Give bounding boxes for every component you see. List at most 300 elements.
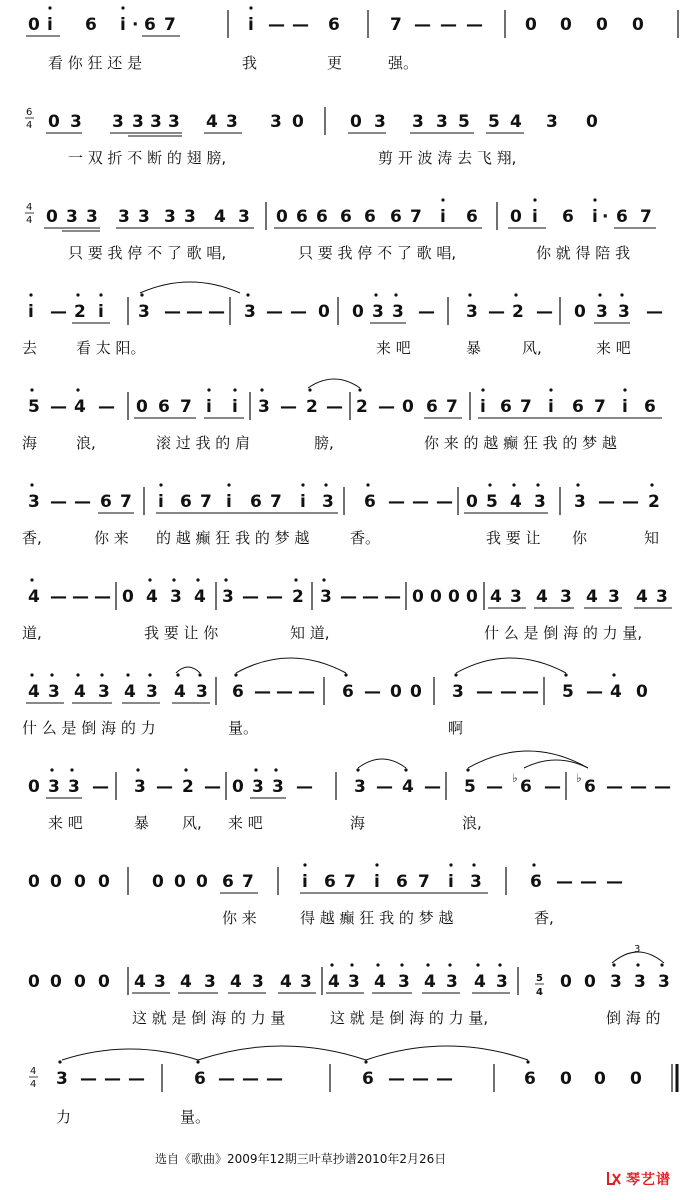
svg-text:i: i	[232, 397, 238, 417]
svg-text:—: —	[276, 682, 293, 702]
svg-text:4: 4	[28, 682, 40, 702]
lyric: 你	[572, 529, 588, 547]
svg-text:0: 0	[136, 397, 148, 417]
lyric: 来 吧	[228, 814, 263, 832]
svg-text:0: 0	[525, 15, 537, 35]
svg-text:6: 6	[396, 872, 408, 892]
svg-text:7: 7	[446, 397, 458, 417]
svg-text:♭: ♭	[576, 771, 582, 785]
svg-text:4: 4	[194, 587, 206, 607]
svg-text:·: ·	[132, 15, 139, 35]
svg-text:6: 6	[644, 397, 656, 417]
svg-text:3: 3	[226, 112, 238, 132]
svg-text:0: 0	[28, 777, 40, 797]
svg-text:7: 7	[594, 397, 606, 417]
svg-text:3: 3	[132, 112, 144, 132]
svg-text:3: 3	[348, 972, 360, 992]
svg-text:—: —	[544, 777, 561, 797]
svg-text:7: 7	[200, 492, 212, 512]
svg-text:4: 4	[402, 777, 414, 797]
svg-text:3: 3	[252, 972, 264, 992]
svg-text:3: 3	[70, 112, 82, 132]
svg-text:3: 3	[354, 777, 366, 797]
svg-text:2: 2	[356, 397, 368, 417]
svg-text:0: 0	[122, 587, 134, 607]
score-system-6	[0, 475, 700, 575]
svg-text:0: 0	[74, 972, 86, 992]
lyric: 香。	[350, 529, 381, 547]
svg-text:0: 0	[48, 112, 60, 132]
svg-text:5: 5	[486, 492, 498, 512]
svg-text:i: i	[374, 872, 380, 892]
svg-text:0: 0	[466, 492, 478, 512]
svg-text:—: —	[440, 15, 457, 35]
lyric: 浪,	[462, 814, 482, 832]
lyric: 香,	[22, 529, 42, 547]
score-system-11	[0, 944, 700, 1055]
score-system-3	[0, 190, 700, 290]
score-system-4	[0, 285, 700, 385]
lyric: 我	[242, 54, 258, 72]
lyric: 风,	[522, 339, 542, 357]
lyric: 看 太 阳。	[76, 339, 146, 357]
svg-text:3: 3	[252, 777, 264, 797]
svg-text:i: i	[592, 207, 598, 227]
svg-text:—: —	[598, 492, 615, 512]
svg-text:0: 0	[152, 872, 164, 892]
svg-text:i: i	[158, 492, 164, 512]
svg-text:0: 0	[74, 872, 86, 892]
score-system-10	[0, 855, 700, 955]
svg-text:6: 6	[584, 777, 596, 797]
svg-text:0: 0	[594, 1069, 606, 1089]
svg-text:4: 4	[174, 682, 186, 702]
svg-text:4: 4	[74, 682, 86, 702]
svg-text:6: 6	[250, 492, 262, 512]
lyric: 去	[22, 339, 38, 357]
svg-text:4: 4	[206, 112, 218, 132]
svg-text:3: 3	[56, 1069, 68, 1089]
svg-text:3: 3	[164, 207, 176, 227]
svg-text:6: 6	[222, 872, 234, 892]
svg-text:i: i	[448, 872, 454, 892]
lyric: 滚 过 我 的 肩	[156, 434, 251, 452]
lyric: 更	[327, 54, 343, 72]
svg-text:3: 3	[510, 587, 522, 607]
svg-text:—: —	[204, 777, 221, 797]
lyric-line-4	[22, 337, 680, 359]
svg-text:7: 7	[120, 492, 132, 512]
svg-text:—: —	[556, 872, 573, 892]
svg-text:3: 3	[184, 207, 196, 227]
svg-text:4: 4	[26, 202, 33, 213]
svg-text:4: 4	[424, 972, 436, 992]
svg-text:—: —	[364, 682, 381, 702]
lyric: 量。	[180, 1108, 211, 1126]
lyric: 你 来	[94, 529, 129, 547]
svg-text:3: 3	[300, 972, 312, 992]
svg-text:0: 0	[46, 207, 58, 227]
lyric-line-12	[22, 1106, 680, 1128]
svg-text:3: 3	[204, 972, 216, 992]
svg-text:i: i	[300, 492, 306, 512]
svg-text:—: —	[412, 492, 429, 512]
svg-text:4: 4	[328, 972, 340, 992]
svg-text:0: 0	[98, 972, 110, 992]
svg-text:—: —	[340, 587, 357, 607]
svg-text:2: 2	[292, 587, 304, 607]
svg-text:—: —	[486, 777, 503, 797]
lyric: 知	[644, 529, 660, 547]
svg-text:—: —	[74, 492, 91, 512]
svg-text:2: 2	[512, 302, 524, 322]
score-system-12	[0, 1050, 700, 1150]
svg-text:4: 4	[74, 397, 86, 417]
score-system-7	[0, 570, 700, 670]
svg-text:0: 0	[430, 587, 442, 607]
score-system-9	[0, 760, 700, 860]
svg-text:—: —	[378, 397, 395, 417]
lyric: 一 双 折 不 断 的 翅 膀,	[68, 149, 227, 167]
svg-text:3: 3	[452, 682, 464, 702]
lyric: 强。	[388, 54, 419, 72]
svg-text:3: 3	[196, 682, 208, 702]
svg-text:3: 3	[134, 777, 146, 797]
svg-text:i: i	[226, 492, 232, 512]
svg-text:4: 4	[26, 215, 33, 226]
svg-text:3: 3	[118, 207, 130, 227]
svg-text:3: 3	[168, 112, 180, 132]
svg-text:6: 6	[85, 15, 97, 35]
svg-text:7: 7	[242, 872, 254, 892]
svg-text:—: —	[72, 587, 89, 607]
svg-text:0: 0	[232, 777, 244, 797]
lyric: 只 要 我 停 不 了 歌 唱,	[68, 244, 227, 262]
svg-text:3: 3	[436, 112, 448, 132]
svg-text:—: —	[436, 1069, 453, 1089]
svg-text:—: —	[488, 302, 505, 322]
svg-text:6: 6	[328, 15, 340, 35]
svg-text:7: 7	[164, 15, 176, 35]
svg-text:—: —	[292, 15, 309, 35]
svg-text:4: 4	[230, 972, 242, 992]
svg-text:i: i	[440, 207, 446, 227]
svg-text:—: —	[630, 777, 647, 797]
svg-text:5: 5	[464, 777, 476, 797]
svg-text:0: 0	[174, 872, 186, 892]
svg-text:0: 0	[50, 872, 62, 892]
svg-text:6: 6	[100, 492, 112, 512]
source-note: 选自《歌曲》2009年12期三叶草抄谱2010年2月26日	[155, 1152, 447, 1166]
svg-text:6: 6	[194, 1069, 206, 1089]
svg-text:3: 3	[170, 587, 182, 607]
svg-text:0: 0	[350, 112, 362, 132]
svg-text:0: 0	[28, 872, 40, 892]
svg-text:6: 6	[342, 682, 354, 702]
svg-text:6: 6	[180, 492, 192, 512]
svg-text:3: 3	[68, 777, 80, 797]
watermark-text: 琴艺谱	[626, 1172, 671, 1188]
lyric-line-10	[22, 907, 680, 929]
svg-text:3: 3	[258, 397, 270, 417]
svg-text:2: 2	[648, 492, 660, 512]
svg-text:—: —	[654, 777, 671, 797]
svg-text:3: 3	[560, 587, 572, 607]
svg-text:6: 6	[316, 207, 328, 227]
svg-text:4: 4	[214, 207, 226, 227]
svg-text:—: —	[388, 1069, 405, 1089]
svg-text:—: —	[266, 587, 283, 607]
svg-text:0: 0	[636, 682, 648, 702]
lyric-line-3	[22, 242, 680, 264]
svg-text:6: 6	[426, 397, 438, 417]
svg-text:6: 6	[500, 397, 512, 417]
svg-text:—: —	[580, 872, 597, 892]
svg-text:6: 6	[466, 207, 478, 227]
svg-text:0: 0	[630, 1069, 642, 1089]
svg-text:3: 3	[534, 492, 546, 512]
svg-text:—: —	[268, 15, 285, 35]
svg-text:3: 3	[150, 112, 162, 132]
lyric: 风,	[182, 814, 202, 832]
watermark-logo	[605, 1166, 695, 1192]
lyric: 啊	[448, 719, 464, 737]
svg-text:i: i	[480, 397, 486, 417]
svg-text:6: 6	[364, 492, 376, 512]
svg-text:3: 3	[618, 302, 630, 322]
svg-text:0: 0	[410, 682, 422, 702]
lyric-line-9	[22, 812, 680, 834]
svg-text:0: 0	[276, 207, 288, 227]
svg-text:—: —	[586, 682, 603, 702]
svg-text:3: 3	[446, 972, 458, 992]
svg-text:0: 0	[352, 302, 364, 322]
svg-text:5: 5	[488, 112, 500, 132]
svg-text:—: —	[606, 872, 623, 892]
svg-text:—: —	[388, 492, 405, 512]
svg-text:5: 5	[536, 973, 543, 984]
svg-text:—: —	[280, 397, 297, 417]
svg-text:0: 0	[412, 587, 424, 607]
svg-text:3: 3	[634, 944, 641, 955]
svg-text:—: —	[500, 682, 517, 702]
svg-text:3: 3	[154, 972, 166, 992]
svg-text:7: 7	[180, 397, 192, 417]
lyric: 暴	[466, 339, 482, 357]
svg-text:2: 2	[74, 302, 86, 322]
svg-text:4: 4	[28, 587, 40, 607]
svg-text:—: —	[296, 777, 313, 797]
svg-text:0: 0	[560, 15, 572, 35]
lyric: 的 越 癫 狂 我 的 梦 越	[156, 529, 310, 547]
svg-text:—: —	[266, 1069, 283, 1089]
score-system-5	[0, 380, 700, 480]
svg-text:—: —	[376, 777, 393, 797]
lyric: 什 么 是 倒 海 的 力 量,	[484, 624, 643, 642]
svg-text:3: 3	[322, 492, 334, 512]
lyric: 膀,	[314, 434, 334, 452]
svg-text:i: i	[622, 397, 628, 417]
svg-text:3: 3	[610, 972, 622, 992]
svg-text:3: 3	[574, 492, 586, 512]
svg-text:7: 7	[640, 207, 652, 227]
svg-text:5: 5	[28, 397, 40, 417]
svg-text:0: 0	[292, 112, 304, 132]
svg-text:6: 6	[158, 397, 170, 417]
lyric-line-7	[22, 622, 680, 644]
svg-text:0: 0	[574, 302, 586, 322]
svg-text:3: 3	[238, 207, 250, 227]
lyric-line-11	[22, 1007, 680, 1029]
svg-text:3: 3	[138, 207, 150, 227]
lyric: 来 吧	[48, 814, 83, 832]
svg-text:—: —	[412, 1069, 429, 1089]
lyric: 什 么 是 倒 海 的 力	[22, 719, 156, 737]
svg-text:6: 6	[520, 777, 532, 797]
svg-text:6: 6	[340, 207, 352, 227]
svg-text:i: i	[206, 397, 212, 417]
svg-text:—: —	[536, 302, 553, 322]
svg-text:6: 6	[390, 207, 402, 227]
svg-text:4: 4	[490, 587, 502, 607]
lyric: 得 越 癫 狂 我 的 梦 越	[300, 909, 454, 927]
svg-text:i: i	[98, 302, 104, 322]
svg-text:7: 7	[344, 872, 356, 892]
svg-text:—: —	[424, 777, 441, 797]
svg-text:4: 4	[610, 682, 622, 702]
svg-text:0: 0	[560, 1069, 572, 1089]
lyric-line-5	[22, 432, 680, 454]
svg-text:3: 3	[634, 972, 646, 992]
svg-text:3: 3	[656, 587, 668, 607]
svg-text:—: —	[92, 777, 109, 797]
lyric: 我 要 让	[486, 529, 541, 547]
svg-text:6: 6	[362, 1069, 374, 1089]
svg-text:4: 4	[374, 972, 386, 992]
lyric: 量。	[228, 719, 259, 737]
svg-text:2: 2	[306, 397, 318, 417]
svg-text:0: 0	[586, 112, 598, 132]
svg-text:i: i	[47, 15, 53, 35]
svg-text:3: 3	[470, 872, 482, 892]
lyric-line-8	[22, 717, 680, 739]
svg-text:3: 3	[244, 302, 256, 322]
svg-text:4: 4	[180, 972, 192, 992]
svg-text:0: 0	[510, 207, 522, 227]
svg-text:—: —	[254, 682, 271, 702]
lyric: 海	[350, 814, 366, 832]
svg-text:0: 0	[318, 302, 330, 322]
svg-text:4: 4	[510, 492, 522, 512]
lyric: 看 你 狂 还 是	[48, 54, 143, 72]
svg-text:—: —	[476, 682, 493, 702]
svg-text:—: —	[94, 587, 111, 607]
lyric: 道,	[22, 624, 42, 642]
svg-text:4: 4	[586, 587, 598, 607]
svg-text:—: —	[208, 302, 225, 322]
svg-text:6: 6	[232, 682, 244, 702]
svg-text:6: 6	[524, 1069, 536, 1089]
svg-text:—: —	[98, 397, 115, 417]
svg-text:—: —	[622, 492, 639, 512]
svg-text:3: 3	[546, 112, 558, 132]
lyric-line-2	[22, 147, 680, 169]
svg-text:3: 3	[48, 682, 60, 702]
svg-text:3: 3	[28, 492, 40, 512]
lyric-line-1	[22, 52, 680, 74]
svg-text:6: 6	[572, 397, 584, 417]
svg-text:—: —	[290, 302, 307, 322]
svg-text:3: 3	[146, 682, 158, 702]
svg-text:—: —	[326, 397, 343, 417]
svg-text:4: 4	[26, 120, 33, 131]
svg-text:0: 0	[584, 972, 596, 992]
svg-text:3: 3	[66, 207, 78, 227]
svg-text:3: 3	[372, 302, 384, 322]
svg-text:0: 0	[632, 15, 644, 35]
svg-text:5: 5	[458, 112, 470, 132]
svg-text:♭: ♭	[512, 771, 518, 785]
svg-text:—: —	[606, 777, 623, 797]
svg-text:3: 3	[222, 587, 234, 607]
score-system-2	[0, 95, 700, 195]
lyric: 你 来	[222, 909, 257, 927]
svg-text:0: 0	[466, 587, 478, 607]
svg-text:—: —	[298, 682, 315, 702]
svg-text:3: 3	[658, 972, 670, 992]
lyric: 你 就 得 陪 我	[536, 244, 631, 262]
svg-text:3: 3	[392, 302, 404, 322]
lyric: 来 吧	[596, 339, 631, 357]
svg-text:i: i	[302, 872, 308, 892]
svg-text:3: 3	[412, 112, 424, 132]
svg-text:—: —	[156, 777, 173, 797]
svg-text:—: —	[50, 397, 67, 417]
svg-text:6: 6	[616, 207, 628, 227]
svg-text:4: 4	[146, 587, 158, 607]
svg-text:4: 4	[474, 972, 486, 992]
svg-text:2: 2	[182, 777, 194, 797]
svg-text:0: 0	[596, 15, 608, 35]
svg-text:—: —	[50, 302, 67, 322]
svg-text:—: —	[128, 1069, 145, 1089]
svg-text:3: 3	[596, 302, 608, 322]
svg-text:3: 3	[98, 682, 110, 702]
lyric: 来 吧	[376, 339, 411, 357]
lyric: 我 要 让 你	[144, 624, 219, 642]
svg-text:—: —	[242, 1069, 259, 1089]
svg-text:3: 3	[374, 112, 386, 132]
svg-text:4: 4	[536, 987, 543, 998]
svg-text:6: 6	[26, 107, 33, 118]
svg-text:—: —	[646, 302, 663, 322]
svg-text:4: 4	[124, 682, 136, 702]
lyric: 这 就 是 倒 海 的 力 量,	[330, 1009, 489, 1027]
svg-text:3: 3	[270, 112, 282, 132]
svg-text:—: —	[50, 492, 67, 512]
lyric: 倒 海 的	[606, 1009, 661, 1027]
svg-text:6: 6	[530, 872, 542, 892]
svg-text:3: 3	[496, 972, 508, 992]
svg-text:—: —	[522, 682, 539, 702]
svg-text:3: 3	[138, 302, 150, 322]
svg-text:3: 3	[320, 587, 332, 607]
svg-text:0: 0	[560, 972, 572, 992]
lyric-line-6	[22, 527, 680, 549]
svg-text:7: 7	[418, 872, 430, 892]
svg-text:4: 4	[134, 972, 146, 992]
svg-text:0: 0	[448, 587, 460, 607]
